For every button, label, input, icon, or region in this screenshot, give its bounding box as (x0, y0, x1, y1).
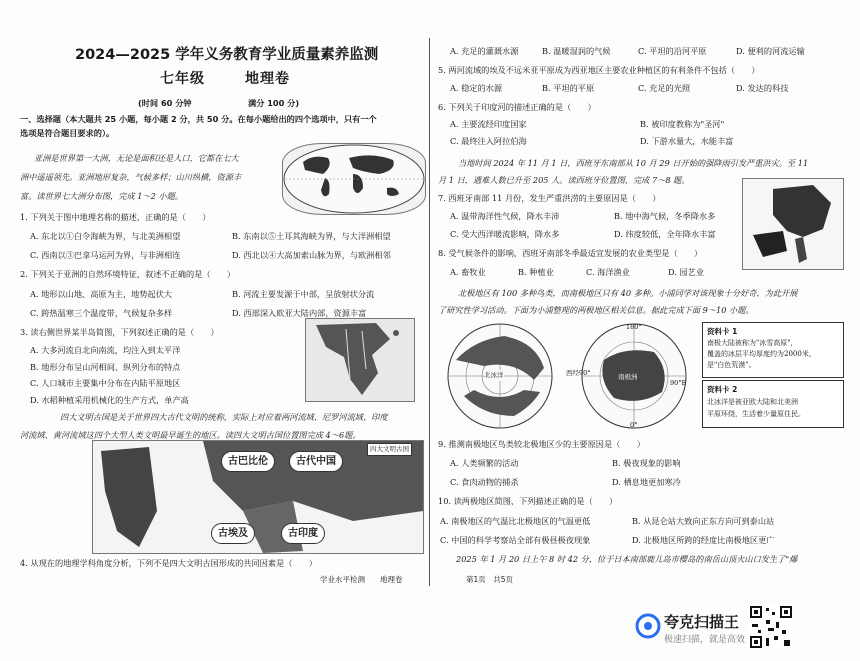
info-card-1-line1: 南极大陆被称为"冰雪高原"， (707, 339, 798, 347)
q1-option-d[interactable]: D. 西北以④大高加索山脉为界，与欧洲相邻 (232, 250, 391, 260)
intro-civ-2: 河流域、黄河流域这四个大型人类文明最早诞生的地区。读四大文明古国位置图完成 4～6题。 (20, 430, 361, 440)
q4-option-c[interactable]: C. 平坦的沿河平原 (638, 46, 707, 56)
intro-spain-2: 月 1 日，遇难人数已升至 205 人。读西班牙位置图，完成 7～8 题。 (438, 175, 690, 185)
q7-option-b[interactable]: B. 地中海气候，冬季降水多 (614, 211, 716, 221)
peninsula-map (305, 318, 415, 402)
world-continents-map (282, 143, 426, 215)
q8-option-a[interactable]: A. 畜牧业 (450, 267, 486, 277)
q10-stem: 10. 读两极地区简图，下列描述正确的是（ ） (438, 496, 618, 506)
q10-option-c[interactable]: C. 中国的科学考察站全部有极昼极夜现象 (440, 535, 591, 545)
info-card-1-line2: 覆盖的冰层平均厚度约为2000米， (707, 350, 816, 358)
q8-option-d[interactable]: D. 园艺业 (668, 267, 705, 277)
q9-option-b[interactable]: B. 极夜现象的影响 (612, 458, 681, 468)
civ-label-india: 古印度 (281, 523, 325, 544)
q4-option-d[interactable]: D. 便利的河流运输 (736, 46, 805, 56)
civ-label-egypt: 古埃及 (211, 523, 255, 544)
q7-stem: 7. 西班牙南部 11 月份，发生严重洪涝的主要原因是（ ） (438, 193, 661, 203)
q9-option-d[interactable]: D. 栖息地更加寒冷 (612, 477, 681, 487)
q3-stem: 3. 读右侧世界某半岛简图，下列叙述正确的是（ ） (20, 327, 219, 337)
civ-label-china: 古代中国 (289, 451, 343, 472)
lon-90w-label: 西经90° (566, 369, 591, 377)
q4-stem: 4. 从现在的地理学科角度分析，下列不是四大文明古国形成的共同因素是（ ） (20, 558, 317, 568)
scanner-slogan: 极速扫描，就是高效 (664, 635, 746, 645)
scanner-watermark (632, 603, 847, 659)
q4-option-a[interactable]: A. 充足的灌溉水源 (450, 46, 519, 56)
q9-stem: 9. 推测南极地区鸟类较北极地区少的主要原因是（ ） (438, 439, 645, 449)
intro-polar-2: 了研究性学习活动。下面为小浦整理的两极地区相关信息。据此完成下面 9～10 小题。 (438, 305, 754, 315)
north-pole-label: 北冰洋 (484, 371, 504, 379)
q10-option-d[interactable]: D. 北极地区所跨的经度比南极地区更广 (632, 535, 775, 545)
q7-option-a[interactable]: A. 温带海洋性气候，降水丰沛 (450, 211, 560, 221)
intro-volcano-1: 2025 年 1 月 20 日上午 8 时 42 分，位于日本南部鹿儿岛市樱岛的南岳山顶火山口发生了"爆 (456, 554, 798, 564)
q5-option-d[interactable]: D. 发达的科技 (736, 83, 789, 93)
spain-location-map (742, 178, 844, 270)
q8-option-b[interactable]: B. 种植业 (518, 267, 554, 277)
q8-option-c[interactable]: C. 海洋渔业 (586, 267, 630, 277)
q1-option-b[interactable]: B. 东南以⑤土耳其海峡为界，与大洋洲相望 (232, 231, 391, 241)
q2-stem: 2. 下列关于亚洲的自然环境特征，叙述不正确的是（ ） (20, 269, 236, 279)
q6-option-c[interactable]: C. 最终注入阿拉伯海 (450, 136, 527, 146)
score-label: 满分 100 分) (248, 98, 300, 108)
section-heading: 一、选择题（本大题共 25 小题，每小题 2 分，共 50 分。在每小题给出的四个选项中，只有一个 (20, 114, 377, 124)
civilization-map (92, 440, 424, 554)
info-card-2-title: 资料卡 2 (707, 385, 738, 394)
intro-asia-2: 洲中遥遥领先。亚洲地形复杂，气候多样；山川纵横，资源丰 (20, 172, 242, 182)
peninsula-graphic (306, 319, 414, 401)
info-card-1 (702, 322, 844, 378)
q10-option-a[interactable]: A. 南极地区的气温比北极地区的气温更低 (440, 516, 591, 526)
q7-option-d[interactable]: D. 纬度较低，全年降水丰富 (614, 229, 716, 239)
north-pole-map (444, 320, 556, 432)
q1-stem: 1. 下列关于图中地理名称的描述，正确的是（ ） (20, 212, 211, 222)
info-card-2-line2: 平原环绕，生活着少量原住民。 (707, 410, 805, 418)
footer-left: 学业水平检测 地理卷 (320, 575, 403, 584)
time-label: (时间 60 分钟 (138, 98, 192, 108)
q5-stem: 5. 两河流域的埃及不远米亚平原成为西亚地区主要农业种植区的有利条件不包括（ ） (438, 65, 760, 75)
q6-option-a[interactable]: A. 主要流经印度国家 (450, 119, 527, 129)
q6-option-d[interactable]: D. 下游水量大，水能丰富 (640, 136, 734, 146)
info-card-2 (702, 380, 844, 428)
q2-option-a[interactable]: A. 地形以山地、高原为主，地势起伏大 (30, 289, 173, 299)
lon-90e-label: 90°E (670, 379, 687, 387)
info-card-2-line1: 北冰洋是被亚欧大陆和北美洲 (707, 398, 798, 406)
q3-option-a[interactable]: A. 大多河流自北向南流，均注入到太平洋 (30, 345, 181, 355)
q5-option-c[interactable]: C. 充足的光照 (638, 83, 691, 93)
q6-option-b[interactable]: B. 被印度教称为"圣河" (640, 119, 725, 129)
exam-title: 2024—2025 学年义务教育学业质量素养监测 (75, 47, 379, 63)
info-card-1-line3: 是"白色荒漠"。 (707, 361, 756, 369)
intro-polar-1: 北极地区有 100 多种鸟类，而南极地区只有 40 多种。小浦同学对该现象十分好奇，为此开展 (458, 288, 798, 298)
q6-stem: 6. 下列关于印度河的描述正确的是（ ） (438, 102, 596, 112)
south-pole-label: 南极洲 (618, 373, 638, 381)
lon-180-label: 180° (626, 323, 642, 331)
footer-page-number: 第1页 共5页 (466, 575, 514, 584)
q5-option-b[interactable]: B. 平坦的平原 (542, 83, 595, 93)
q3-option-b[interactable]: B. 地形分布呈山河相间、纵列分布的特点 (30, 362, 181, 372)
subject-label: 地理卷 (245, 71, 290, 87)
qr-code-icon (748, 604, 794, 650)
intro-civ-1: 四大文明古国是关于世界四大古代文明的统称，实际上对应着两河流域、尼罗河流域、印度 (60, 412, 388, 422)
q2-option-d[interactable]: D. 西部深入欧亚大陆内部，资源丰富 (232, 308, 367, 318)
q4-option-b[interactable]: B. 温暖湿润的气候 (542, 46, 611, 56)
q5-option-a[interactable]: A. 稳定的水源 (450, 83, 503, 93)
q1-option-c[interactable]: C. 西南以③巴拿马运河为界，与非洲相连 (30, 250, 181, 260)
intro-asia-3: 富。读世界七大洲分布图，完成 1～2 小题。 (20, 191, 183, 201)
q3-option-d[interactable]: D. 水稻种植采用机械化的生产方式，单产高 (30, 395, 189, 405)
q2-option-b[interactable]: B. 河流主要发源于中部，呈放射状分流 (232, 289, 375, 299)
q9-option-a[interactable]: A. 人类频繁的活动 (450, 458, 519, 468)
intro-spain-1: 当地时间 2024 年 11 月 1 日，西班牙东南部从 10 月 29 日开始的强降雨引发严重洪灾。至 11 (458, 158, 809, 168)
column-divider (429, 38, 430, 586)
q9-option-c[interactable]: C. 食肉动物的捕杀 (450, 477, 519, 487)
grade-label: 七年级 (160, 71, 205, 87)
scanner-logo-icon (635, 613, 661, 639)
civ-legend: 四大文明古国 (367, 443, 412, 456)
q1-option-a[interactable]: A. 东北以①白令海峡为界，与北美洲相望 (30, 231, 181, 241)
civ-label-babylon: 古巴比伦 (221, 451, 275, 472)
q3-option-c[interactable]: C. 人口城市主要集中分布在内陆平原地区 (30, 378, 181, 388)
world-map-graphic (283, 144, 425, 214)
q7-option-c[interactable]: C. 受大西洋暖流影响，降水多 (450, 229, 560, 239)
scanner-brand: 夸克扫描王 (664, 613, 740, 631)
info-card-1-title: 资料卡 1 (707, 327, 738, 336)
qr-code (748, 604, 794, 650)
q2-option-c[interactable]: C. 跨热温寒三个温度带，气候复杂多样 (30, 308, 173, 318)
q10-option-b[interactable]: B. 从昆仑站大致向正东方向可到泰山站 (632, 516, 775, 526)
intro-asia-1: 亚洲是世界第一大洲，无论是面积还是人口，它都在七大 (34, 153, 239, 163)
q8-stem: 8. 受气候条件的影响，西班牙南部冬季最适宜发展的农业类型是（ ） (438, 248, 703, 258)
south-pole-map (566, 320, 694, 432)
lon-0-label: 0° (630, 421, 638, 429)
europe-map-graphic (743, 179, 843, 269)
section-heading-2: 选项是符合题目要求的）。 (20, 128, 115, 138)
